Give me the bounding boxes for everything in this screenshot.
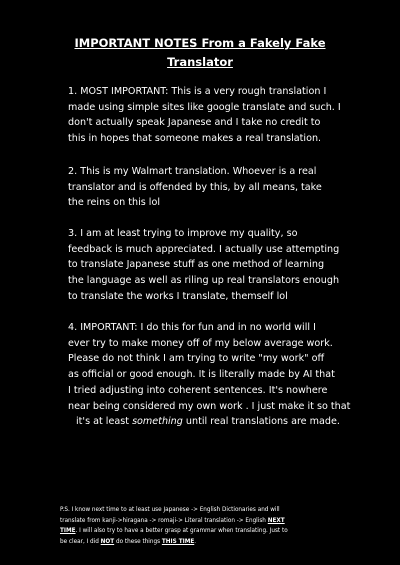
ps-line-1: P.S. I know next time to at least use Japanese -> English Dictionaries and will xyxy=(60,507,280,513)
page-title xyxy=(60,34,340,72)
title-line-1: IMPORTANT NOTES From a Fakely Fake xyxy=(74,36,326,50)
note-2 xyxy=(68,164,368,211)
note-text: until real translations are made. xyxy=(182,416,340,428)
title-line-2: Translator xyxy=(167,55,233,69)
note-4 xyxy=(68,320,368,430)
note-line: 3. I am at least trying to improve my quality, so xyxy=(68,228,298,239)
ps-line-4 xyxy=(60,537,370,548)
ps-text: . xyxy=(194,538,197,545)
ps-emphasis-this-time: THIS TIME xyxy=(161,538,195,545)
note-text: it's at least xyxy=(76,416,133,428)
ps-emphasis-time: TIME xyxy=(60,528,76,534)
ps-emphasis-next: NEXT xyxy=(267,517,285,524)
note-line: feedback is much appreciated. I actually use attempting xyxy=(68,243,340,255)
note-line: the language as well as riling up real translators enough xyxy=(68,275,340,287)
ps-line-2 xyxy=(60,516,370,527)
ps-text: . I will also try to have a better grasp at grammar when translating. Just to xyxy=(75,528,288,534)
note-emphasis: something xyxy=(132,416,183,428)
note-line: as official or good enough. It is literally made by AI that xyxy=(68,369,335,381)
ps-text: do these things xyxy=(114,538,162,545)
note-line: near being considered my own work . I just make it so that xyxy=(68,400,351,412)
note-3 xyxy=(68,226,368,305)
note-line: don't actually speak Japanese and I take no credit to xyxy=(68,117,321,129)
note-line: Please do not think I am trying to write "my work" off xyxy=(68,353,325,365)
ps-text: translate from kanji->hiragana -> romaji-> Literal translation -> English xyxy=(60,517,268,524)
note-line: to translate the works I translate, themself lol xyxy=(68,290,288,302)
note-line: the reins on this lol xyxy=(68,197,160,209)
note-1 xyxy=(68,84,368,147)
note-line: 1. MOST IMPORTANT: This is a very rough translation I xyxy=(68,86,327,97)
note-line: made using simple sites like google translate and such. I xyxy=(68,101,341,113)
postscript xyxy=(60,505,370,547)
ps-line-3 xyxy=(60,526,370,537)
note-line: 4. IMPORTANT: I do this for fun and in no world will I xyxy=(68,322,316,333)
note-line: I tried adjusting into coherent sentences. It's nowhere xyxy=(68,384,328,396)
note-line: 2. This is my Walmart translation. Whoever is a real xyxy=(68,166,317,177)
ps-text: be clear, I did xyxy=(60,538,101,545)
ps-emphasis-not: NOT xyxy=(100,538,115,545)
note-line: to translate Japanese stuff as one method of learning xyxy=(68,259,325,271)
note-last-line xyxy=(68,414,368,430)
note-line: ever try to make money off of my below average work. xyxy=(68,337,333,349)
note-line: translator and is offended by this, by all means, take xyxy=(68,181,322,193)
note-line: this in hopes that someone makes a real translation. xyxy=(68,133,322,145)
